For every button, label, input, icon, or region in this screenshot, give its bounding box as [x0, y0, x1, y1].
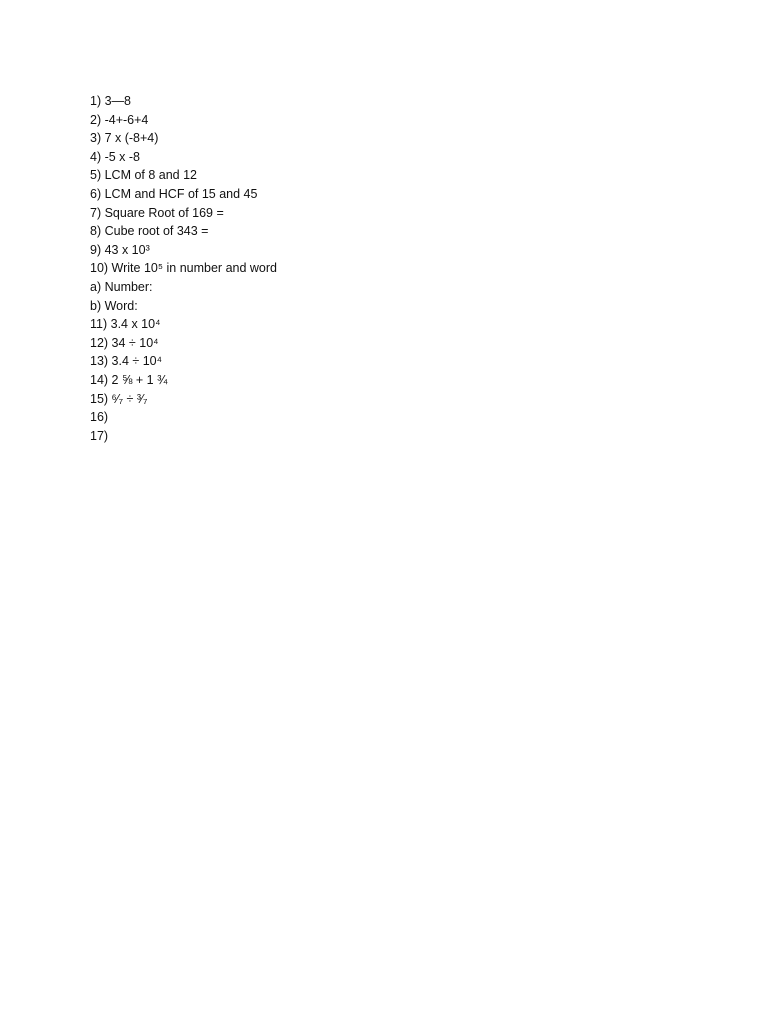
answer-line-number: a) Number:: [90, 279, 153, 294]
question-line-10: 10) Write 10⁵ in number and word: [90, 261, 277, 276]
question-list: [90, 92, 690, 445]
question-line-1: 1) 3—8: [90, 94, 131, 108]
question-line-12: 12) 34 ÷ 10⁴: [90, 335, 159, 350]
question-line-11: 11) 3.4 x 10⁴: [90, 317, 161, 332]
question-line-8: 8) Cube root of 343 =: [90, 224, 209, 239]
question-line-4: 4) -5 x -8: [90, 149, 141, 164]
question-line-7: 7) Square Root of 169 =: [90, 205, 224, 220]
question-line-3: 3) 7 x (-8+4): [90, 131, 159, 146]
question-line-6: 6) LCM and HCF of 15 and 45: [90, 186, 258, 201]
question-line-15: 15) ⁶⁄₇ ÷ ³⁄₇: [90, 391, 148, 406]
question-line-17: 17): [90, 428, 109, 443]
question-line-16: 16): [90, 410, 109, 425]
question-line-5: 5) LCM of 8 and 12: [90, 168, 198, 183]
answer-line-word: b) Word:: [90, 298, 138, 313]
question-line-13: 13) 3.4 ÷ 10⁴: [90, 354, 162, 369]
question-line-9: 9) 43 x 10³: [90, 242, 150, 257]
question-line-14: 14) 2 ⅝ + 1 ¾: [90, 372, 168, 387]
question-line-2: 2) -4+-6+4: [90, 112, 149, 127]
